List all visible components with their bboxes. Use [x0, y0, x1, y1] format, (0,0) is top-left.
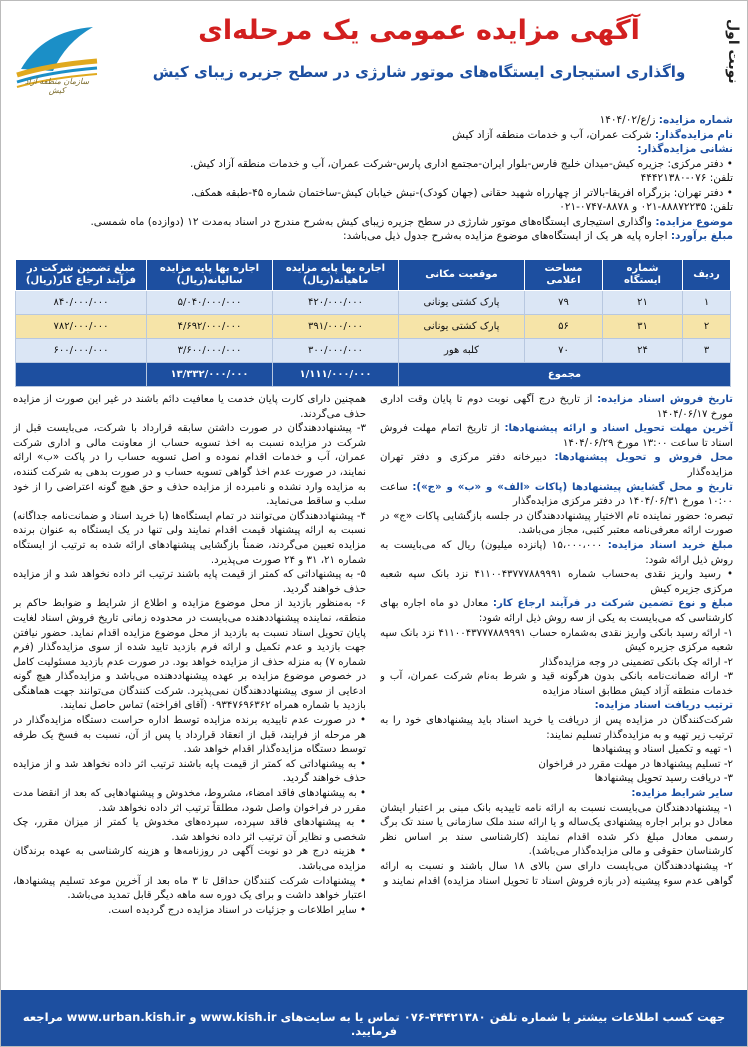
- cell: ۴/۶۹۲/۰۰۰/۰۰۰: [147, 315, 273, 339]
- term: ترتیب دریافت اسناد مزایده:: [594, 700, 733, 712]
- table-row: [16, 315, 731, 339]
- term: ۳- ارائه ضمانت‌نامه بانکی بدون هرگونه قید و شرط به‌نام شرکت عمران، آب و خدمات منطقه آزاد کیش مطابق اسناد مزایده: [380, 671, 733, 697]
- cell: پارک کشتی یونانی: [399, 315, 525, 339]
- total-monthly: ۱/۱۱۱/۰۰۰/۰۰۰: [273, 363, 399, 387]
- term: • به پیشنهادهای فاقد سپرده، سپرده‌های مخدوش یا کمتر از میزان مقرر، چک شخصی و نظایر آن ترتیب اثر داده نخواهد شد.: [13, 817, 366, 843]
- cell: ۲: [683, 315, 731, 339]
- contact-footer: جهت کسب اطلاعات بیشتر با شماره تلفن ۴۴۴۲۱۳۸۰-۰۷۶ تماس یا به سایت‌های www.kish.ir و www.urban.kish.ir مراجعه فرمایید.: [1, 990, 747, 1046]
- term: • رسید واریز نقدی به‌حساب شماره ۴۱۱۰۰۴۳۷۷۷۸۸۹۹۹۱ نزد بانک سپه شعبه مرکزی جزیره کیش: [380, 569, 733, 595]
- term: سایر شرایط مزایده:: [631, 788, 733, 800]
- cell: ۸۴۰/۰۰۰/۰۰۰: [16, 291, 147, 315]
- table-row: [16, 339, 731, 363]
- term: ۴- پیشنهاددهندگان می‌توانند در تمام ایستگاه‌ها (با خرید اسناد و ضمانت‌نامه جداگانه) نسبت به ارائه پیشنهاد قیمت اقدام نمایند ولی تنها در یک ایستگاه به عنوان برنده مزایده تعیین می‌گردند، ضمناً بازگشایی پیشنهادهای ارائه شده به ترتیب از ایستگاه شماره ۲۱، ۳۱ و ۲۴ صورت می‌پذیرد.: [13, 510, 366, 566]
- cell: ۵۶: [525, 315, 603, 339]
- term: تاریخ فروش اسناد مزایده: از تاریخ درج آگهی نوبت دوم تا پایان وقت اداری مورخ ۱۴۰۴/۰۶/۱۷: [380, 394, 733, 420]
- auction-address-label: نشانی مزایده‌گذار:: [637, 143, 733, 155]
- cell: ۷۰: [525, 339, 603, 363]
- cell: ۵/۰۴۰/۰۰۰/۰۰۰: [147, 291, 273, 315]
- term: تاریخ و محل گشایش پیشنهادها (پاکات «الف» و «ب» و «ج»): ساعت ۱۰:۰۰ مورخ ۱۴۰۴/۰۶/۳۱ در دفتر مرکزی مزایده‌گذار: [380, 481, 733, 508]
- auction-org: نام مزایده‌گذار: شرکت عمران، آب و خدمات منطقه آزاد کیش: [452, 128, 733, 141]
- cell: ۴۲۰/۰۰۰/۰۰۰: [273, 291, 399, 315]
- total-label: مجموع: [399, 363, 731, 387]
- term: • به پیشنهادهای فاقد امضاء، مشروط، مخدوش و پیشنهادهایی که بعد از انقضا مدت مقرر در فراخوان واصل شود، مطلقاً ترتیب اثر داده نخواهد شد.: [13, 788, 366, 814]
- address-central: • دفتر مرکزی: جزیره کیش-میدان خلیج فارس-بلوار ایران-مجتمع اداری پارس-شرکت عمران، آب و خدمات منطقه آزاد کیش.: [190, 157, 733, 170]
- col-header: موقعیت مکانی: [399, 260, 525, 291]
- cell: ۳۹۱/۰۰۰/۰۰۰: [273, 315, 399, 339]
- col-header: اجاره بها پایه مزایده سالیانه(ریال): [147, 260, 273, 291]
- term: ۲- ارائه چک بانکی تضمینی در وجه مزایده‌گذار: [540, 656, 733, 668]
- col-header: اجاره بها پایه مزایده ماهیانه(ریال): [273, 260, 399, 291]
- cell: ۳۰۰/۰۰۰/۰۰۰: [273, 339, 399, 363]
- term: شرکت‌کنندگان در مزایده پس از دریافت یا خرید اسناد باید پیشنهادهای خود را به ترتیب زیر تهیه و به مزایده‌گذار تسلیم نمایند:: [380, 715, 733, 741]
- term: ۳- دریافت رسید تحویل پیشنهادها: [594, 773, 733, 785]
- cell: پارک کشتی یونانی: [399, 291, 525, 315]
- cell: ۳/۶۰۰/۰۰۰/۰۰۰: [147, 339, 273, 363]
- col-header: مبلغ تضمین شرکت در فرآیند ارجاع کار(ریال): [16, 260, 147, 291]
- term: ۱- ارائه رسید بانکی واریز نقدی به‌شماره حساب ۴۱۱۰۰۴۳۷۷۷۸۸۹۹۹۱ نزد بانک سپه شعبه مرکزی جزیره کیش: [380, 627, 733, 654]
- col-header: مساحت اعلامی: [525, 260, 603, 291]
- auction-number: شماره مزایده: ز/ع/۱۴۰۴/۰۲: [599, 114, 733, 126]
- term: آخرین مهلت تحویل اسناد و ارائه پیشنهادها: از تاریخ اتمام مهلت فروش اسناد تا ساعت ۱۳:۰۰ مورخ ۱۴۰۴/۰۶/۲۹: [380, 423, 733, 449]
- cell: ۲۱: [603, 291, 683, 315]
- term: ۶- به‌منظور بازدید از محل موضوع مزایده و اطلاع از شرایط و ضوابط حاکم بر منطقه، نماینده پیشنهاددهنده می‌بایست در محدوده زمانی تاریخ فروش اسناد لغایت پایان تحویل اسناد نسبت به بازدید از محل موضوع مزایده اقدام نماید. حضور نیافتن جهت بازدید و عدم تکمیل و ارائه فرم بازدید تایید شده از سوی مزایده‌گذار (فرم شماره ۷) به منزله حذف از مزایده خواهد بود. در صورت عدم بازدید مسئولیت کامل در خصوص موضوع مزایده بر عهده پیشنهاددهنده می‌باشد و مزایده‌گذار هیچ گونه ادعایی از سوی پیشنهاددهندگان نمی‌پذیرد. شرکت کنندگان می‌توانند جهت هماهنگی بازدید با شماره همراه ۰۹۳۴۷۶۹۶۳۶۲ (آقای افراخته) تماس حاصل نمایند.: [13, 598, 366, 712]
- term: ۱- تهیه و تکمیل اسناد و پیشنهادها: [592, 744, 733, 756]
- cell: ۷۹: [525, 291, 603, 315]
- logo-text: سازمان منطقه آزاد کیش: [24, 77, 90, 95]
- term: • سایر اطلاعات و جزئیات در اسناد مزایده درج گردیده است.: [108, 904, 366, 916]
- header: [1, 7, 747, 95]
- col-header: ردیف: [683, 260, 731, 291]
- page-title: آگهی مزایده عمومی یک مرحله‌ای: [198, 15, 640, 46]
- stations-table: [15, 259, 731, 387]
- table-header-row: [16, 260, 731, 291]
- phone-central: تلفن: ۰۷۶-۴۴۴۲۱۳۸۰: [640, 172, 733, 184]
- cell: ۱: [683, 291, 731, 315]
- total-yearly: ۱۳/۳۳۲/۰۰۰/۰۰۰: [147, 363, 273, 387]
- table-row: [16, 291, 731, 315]
- terms-left-column: [13, 393, 366, 978]
- term: همچنین دارای کارت پایان خدمت یا معافیت دائم باشند در غیر این صورت از مزایده حذف می‌گردند.: [13, 394, 366, 420]
- cell: ۷۸۲/۰۰۰/۰۰۰: [16, 315, 147, 339]
- col-header: شماره ایستگاه: [603, 260, 683, 291]
- term: ۵- به پیشنهاداتی که کمتر از قیمت پایه باشند ترتیب اثر داده نخواهد شد و از مزایده حذف خواهند گردید.: [13, 569, 366, 595]
- term: • هزینه درج هر دو نوبت آگهی در روزنامه‌ها و هزینه کارشناسی به عهده برندگان مزایده می‌باشد.: [13, 846, 366, 872]
- terms-right-column: [380, 393, 733, 978]
- term: • پیشنهادات شرکت کنندگان حداقل تا ۳ ماه بعد از آخرین موعد تسلیم پیشنهادها، اعتبار خواهد داشت و برای یک دوره سه ماهه دیگر قابل تمدید می‌باشد.: [13, 875, 366, 902]
- term: ۳- پیشنهاددهندگان در صورت داشتن سابقه قرارداد با شرکت، می‌بایست قبل از شرکت در مزایده نسبت به اخذ تسویه حساب از معاونت مالی و اداری شرکت عمران، آب و خدمات اقدام نموده و اصل تسویه حساب را در پاکت «ب» ارائه نمایند، در صورت عدم اخذ گواهی تسویه حساب و در صورت بدهی به شرکت کننده، به مزایده وارد نشده و نامبرده از مزایده حذف و حق هیچ گونه اعتراضی را از خود سلب و ساقط می‌نماید.: [13, 423, 366, 508]
- term: مبلغ خرید اسناد مزایده: ۱۵،۰۰۰،۰۰۰ (پانزده میلیون) ریال که می‌بایست به روش ذیل ارائه شود:: [380, 539, 733, 566]
- term: • در صورت عدم تاییدیه برنده مزایده توسط اداره حراست دستگاه مزایده‌گذار در هر مرحله از فرایند، قبل از انعقاد قرارداد یا پس از آن، نسبت به فسخ یک طرفه توسط دستگاه مزایده‌گذار اقدام خواهد شد.: [13, 715, 366, 756]
- table-total-row: [16, 363, 731, 387]
- auction-estimate: مبلغ برآورد: اجاره پایه هر یک از ایستگاه‌های موضوع مزایده به‌شرح جدول ذیل می‌باشد:: [343, 230, 733, 242]
- cell: ۲۴: [603, 339, 683, 363]
- cell: ۳۱: [603, 315, 683, 339]
- auction-subject: موضوع مزایده: واگذاری استیجاری ایستگاه‌های موتور شارژی در سطح جزیره زیبای کیش به‌شرح مندرج در اسناد به‌مدت ۱۲ (دوازده) ماه شمسی.: [90, 215, 733, 228]
- term: • به پیشنهاداتی که کمتر از قیمت پایه باشند ترتیب اثر داده نخواهد شد و از مزایده حذف خواهند گردید.: [13, 758, 366, 785]
- info-block: [11, 113, 733, 244]
- address-tehran: • دفتر تهران: بزرگراه افریقا-بالاتر از چهارراه شهید حقانی (جهان کودک)-نبش خیابان کیش-ساختمان شماره ۴۵-طبقه همکف.: [190, 186, 733, 199]
- cell: ۶۰۰/۰۰۰/۰۰۰: [16, 339, 147, 363]
- cell: کلبه هور: [399, 339, 525, 363]
- term: ۲- پیشنهاددهندگان می‌بایست دارای سن بالای ۱۸ سال باشند و نسبت به ارائه گواهی عدم سوء پیشینه (در بازه فروش اسناد تا تحویل اسناد مزایده) اقدام نمایند و: [380, 861, 733, 887]
- term: تبصره: حضور نماینده تام الاختیار پیشنهاددهندگان در جلسه بازگشایی پاکات «ج» در صورت ارائه معرفی‌نامه معتبر کتبی، مجاز می‌باشد.: [380, 510, 733, 537]
- total-empty: [16, 363, 147, 387]
- page-subtitle: واگذاری استیجاری ایستگاه‌های موتور شارژی در سطح جزیره زیبای کیش: [152, 63, 686, 81]
- term: ۱- پیشنهاددهندگان می‌بایست نسبت به ارائه نامه تاییدیه بانک مبنی بر اعتبار ایشان معادل دو برابر اجاره پیشنهادی یک‌ساله و یا ارائه سند ملک سازمانی یا سند تک برگ رسمی معادل مبلغ ذکر شده اقدام نمایند (کارشناسی سند بر اساس نظر کارشناسان حقوقی و مالی مزایده‌گذار می‌باشد).: [380, 802, 733, 858]
- term: مبلغ و نوع تضمین شرکت در فرآیند ارجاع کار: معادل دو ماه اجاره بهای کارشناسی که می‌بایست به یکی از سه روش ذیل ارائه شود:: [380, 598, 733, 624]
- phone-tehran: تلفن: ۸۸۸۷۲۲۳۵-۰۲۱ و ۸۸۷۸-۰۷۴۷-۰۲۱: [559, 201, 733, 213]
- terms-columns: [13, 393, 733, 978]
- cell: ۳: [683, 339, 731, 363]
- term: ۲- تسلیم پیشنهادها در مهلت مقرر در فراخوان: [538, 758, 733, 770]
- term: محل فروش و تحویل پیشنهادها: دبیرخانه دفتر مرکزی و دفتر تهران مزایده‌گذار: [380, 452, 733, 478]
- round-label: نوبت اول: [725, 19, 741, 84]
